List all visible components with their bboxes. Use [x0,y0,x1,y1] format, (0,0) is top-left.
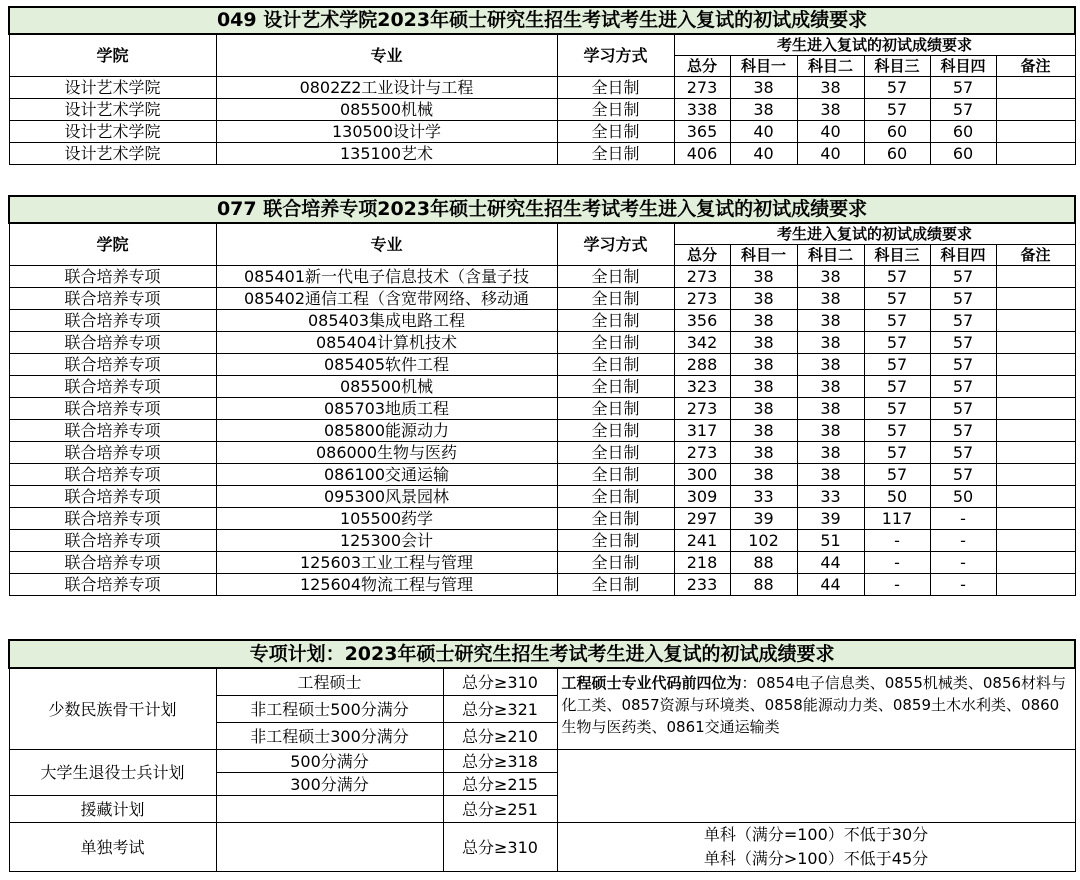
table-row [9,266,1075,288]
cell-total: 365 [674,121,730,143]
cell-remarks [996,398,1075,420]
cell-major: 135100艺术 [216,143,557,165]
cell-subject1: 38 [730,376,797,398]
empty-cell [557,750,1075,823]
cell-major: 085703地质工程 [216,398,557,420]
cell-major: 086100交通运输 [216,464,557,486]
cell-total: 233 [674,574,730,596]
plan-type: 300分满分 [216,773,443,796]
cell-total: 273 [674,77,730,99]
cell-subject4: 57 [930,310,996,332]
plan-score: 总分≥251 [443,796,557,823]
cell-college: 联合培养专项 [9,552,216,574]
plan-minority: 少数民族骨干计划 [9,668,216,750]
cell-subject2: 40 [797,143,864,165]
table-row [9,486,1075,508]
cell-total: 273 [674,442,730,464]
note-text: ：0854电子信息类、0855机械类、0856材料与化工类、0857资源与环境类、0858能源动力类、0859土木水利类、0860生物与医药类、0861交通运输类 [561,674,1067,736]
cell-college: 设计艺术学院 [9,77,216,99]
cell-subject2: 44 [797,574,864,596]
cell-subject4: 57 [930,354,996,376]
joint-training-score-table [8,195,1076,596]
table-row [9,442,1075,464]
header-study-mode: 学习方式 [557,223,674,266]
cell-remarks [996,99,1075,121]
cell-subject2: 38 [797,420,864,442]
cell-total: 273 [674,266,730,288]
engineering-code-note [557,668,1075,750]
cell-college: 联合培养专项 [9,442,216,464]
cell-total: 309 [674,486,730,508]
cell-subject1: 38 [730,310,797,332]
cell-subject2: 38 [797,398,864,420]
cell-subject4: 60 [930,121,996,143]
header-subject2: 科目二 [797,56,864,77]
cell-subject4: 57 [930,332,996,354]
cell-subject1: 38 [730,288,797,310]
plan-score: 总分≥310 [443,668,557,696]
cell-subject4: 57 [930,376,996,398]
table-row [9,530,1075,552]
cell-college: 设计艺术学院 [9,121,216,143]
cell-subject3: 57 [864,354,930,376]
cell-subject1: 38 [730,99,797,121]
cell-college: 联合培养专项 [9,530,216,552]
cell-total: 342 [674,332,730,354]
table-row [9,288,1075,310]
cell-remarks [996,310,1075,332]
cell-college: 联合培养专项 [9,420,216,442]
table-row [9,332,1075,354]
cell-remarks [996,530,1075,552]
cell-remarks [996,77,1075,99]
plan-type: 非工程硕士300分满分 [216,723,443,750]
cell-subject1: 38 [730,420,797,442]
cell-remarks [996,574,1075,596]
cell-subject4: 57 [930,99,996,121]
cell-major: 0802Z2工业设计与工程 [216,77,557,99]
plan-score: 总分≥215 [443,773,557,796]
table-title: 049 设计艺术学院2023年硕士研究生招生考试考生进入复试的初试成绩要求 [9,7,1075,34]
single-rule-2: 单科（满分>100）不低于45分 [703,849,929,868]
cell-major: 085404计算机技术 [216,332,557,354]
cell-subject2: 44 [797,552,864,574]
cell-subject4: 57 [930,442,996,464]
plan-separate: 单独考试 [9,823,216,872]
cell-subject1: 40 [730,121,797,143]
cell-major: 125604物流工程与管理 [216,574,557,596]
cell-remarks [996,376,1075,398]
table-row [9,143,1075,165]
cell-college: 联合培养专项 [9,288,216,310]
cell-subject2: 38 [797,288,864,310]
cell-subject3: 57 [864,420,930,442]
cell-study-mode: 全日制 [557,288,674,310]
cell-major: 086000生物与医药 [216,442,557,464]
plan-score: 总分≥318 [443,750,557,773]
cell-study-mode: 全日制 [557,332,674,354]
cell-total: 218 [674,552,730,574]
cell-subject4: 60 [930,143,996,165]
cell-subject1: 38 [730,398,797,420]
cell-college: 联合培养专项 [9,354,216,376]
cell-total: 323 [674,376,730,398]
cell-study-mode: 全日制 [557,266,674,288]
table-row [9,420,1075,442]
cell-remarks [996,464,1075,486]
cell-study-mode: 全日制 [557,310,674,332]
cell-remarks [996,121,1075,143]
cell-subject3: 57 [864,266,930,288]
header-subject2: 科目二 [797,245,864,266]
table-row [9,398,1075,420]
cell-remarks [996,266,1075,288]
header-major: 专业 [216,34,557,77]
cell-total: 300 [674,464,730,486]
cell-subject1: 38 [730,354,797,376]
header-subject1: 科目一 [730,245,797,266]
cell-subject2: 38 [797,354,864,376]
cell-subject3: - [864,574,930,596]
cell-study-mode: 全日制 [557,354,674,376]
table-title: 专项计划：2023年硕士研究生招生考试考生进入复试的初试成绩要求 [9,640,1075,668]
cell-remarks [996,143,1075,165]
header-total: 总分 [674,245,730,266]
cell-subject3: 57 [864,77,930,99]
plan-score: 总分≥321 [443,696,557,723]
cell-remarks [996,420,1075,442]
cell-subject1: 102 [730,530,797,552]
cell-subject1: 38 [730,464,797,486]
design-art-score-table [8,6,1076,165]
cell-subject2: 38 [797,442,864,464]
cell-college: 联合培养专项 [9,266,216,288]
cell-study-mode: 全日制 [557,574,674,596]
cell-subject4: - [930,552,996,574]
cell-major: 085401新一代电子信息技术（含量子技 [216,266,557,288]
cell-major: 085405软件工程 [216,354,557,376]
cell-subject1: 40 [730,143,797,165]
cell-major: 085402通信工程（含宽带网络、移动通 [216,288,557,310]
cell-remarks [996,442,1075,464]
cell-subject4: 57 [930,398,996,420]
header-study-mode: 学习方式 [557,34,674,77]
cell-subject2: 40 [797,121,864,143]
header-remarks: 备注 [996,245,1075,266]
cell-subject2: 38 [797,266,864,288]
cell-college: 设计艺术学院 [9,99,216,121]
cell-subject2: 39 [797,508,864,530]
table-row [9,99,1075,121]
table-row [9,121,1075,143]
cell-subject4: 50 [930,486,996,508]
cell-subject3: 57 [864,376,930,398]
cell-college: 设计艺术学院 [9,143,216,165]
cell-subject2: 38 [797,99,864,121]
table-row [9,552,1075,574]
cell-subject3: 57 [864,332,930,354]
cell-study-mode: 全日制 [557,486,674,508]
cell-subject2: 38 [797,310,864,332]
cell-subject1: 38 [730,77,797,99]
cell-subject3: 57 [864,464,930,486]
table-row [9,574,1075,596]
header-college: 学院 [9,34,216,77]
empty-cell [216,796,443,823]
cell-subject2: 38 [797,376,864,398]
empty-cell [216,823,443,872]
cell-subject2: 38 [797,464,864,486]
cell-study-mode: 全日制 [557,398,674,420]
header-requirement: 考生进入复试的初试成绩要求 [674,223,1075,245]
cell-subject1: 39 [730,508,797,530]
cell-total: 297 [674,508,730,530]
cell-subject4: - [930,530,996,552]
cell-study-mode: 全日制 [557,508,674,530]
cell-subject1: 88 [730,574,797,596]
cell-subject3: 57 [864,310,930,332]
header-subject3: 科目三 [864,245,930,266]
table-row [9,354,1075,376]
cell-subject3: 57 [864,99,930,121]
cell-subject2: 38 [797,77,864,99]
cell-study-mode: 全日制 [557,552,674,574]
cell-subject4: 57 [930,288,996,310]
cell-subject4: 57 [930,464,996,486]
cell-study-mode: 全日制 [557,77,674,99]
cell-college: 联合培养专项 [9,508,216,530]
table-row [9,310,1075,332]
cell-study-mode: 全日制 [557,420,674,442]
cell-college: 联合培养专项 [9,464,216,486]
cell-subject2: 51 [797,530,864,552]
cell-subject3: - [864,552,930,574]
cell-study-mode: 全日制 [557,99,674,121]
cell-major: 125603工业工程与管理 [216,552,557,574]
cell-remarks [996,288,1075,310]
cell-subject4: - [930,508,996,530]
cell-remarks [996,332,1075,354]
cell-major: 130500设计学 [216,121,557,143]
cell-remarks [996,508,1075,530]
cell-remarks [996,354,1075,376]
cell-subject3: 60 [864,121,930,143]
cell-study-mode: 全日制 [557,464,674,486]
cell-subject3: 117 [864,508,930,530]
header-major: 专业 [216,223,557,266]
cell-total: 288 [674,354,730,376]
header-total: 总分 [674,56,730,77]
cell-total: 338 [674,99,730,121]
table-title: 077 联合培养专项2023年硕士研究生招生考试考生进入复试的初试成绩要求 [9,196,1075,223]
cell-college: 联合培养专项 [9,332,216,354]
cell-total: 273 [674,398,730,420]
table-row [9,376,1075,398]
cell-college: 联合培养专项 [9,574,216,596]
cell-subject3: 57 [864,442,930,464]
cell-subject3: 60 [864,143,930,165]
table-row [9,77,1075,99]
cell-subject1: 38 [730,266,797,288]
single-rule-1: 单科（满分=100）不低于30分 [703,825,929,844]
plan-score: 总分≥210 [443,723,557,750]
cell-subject1: 38 [730,332,797,354]
cell-subject4: 57 [930,420,996,442]
header-requirement: 考生进入复试的初试成绩要求 [674,34,1075,56]
cell-subject4: - [930,574,996,596]
plan-type: 工程硕士 [216,668,443,696]
cell-subject1: 38 [730,442,797,464]
table-row [9,464,1075,486]
cell-subject1: 88 [730,552,797,574]
single-subject-rules [557,823,1075,872]
cell-total: 356 [674,310,730,332]
cell-subject3: - [864,530,930,552]
cell-subject1: 33 [730,486,797,508]
cell-total: 273 [674,288,730,310]
note-label: 工程硕士专业代码前四位为 [561,674,742,692]
cell-major: 085500机械 [216,99,557,121]
cell-major: 105500药学 [216,508,557,530]
header-subject3: 科目三 [864,56,930,77]
cell-subject3: 57 [864,398,930,420]
header-remarks: 备注 [996,56,1075,77]
cell-subject4: 57 [930,77,996,99]
cell-major: 125300会计 [216,530,557,552]
cell-major: 085500机械 [216,376,557,398]
cell-college: 联合培养专项 [9,398,216,420]
plan-score: 总分≥310 [443,823,557,872]
plan-type: 500分满分 [216,750,443,773]
cell-college: 联合培养专项 [9,486,216,508]
cell-subject2: 38 [797,332,864,354]
cell-total: 317 [674,420,730,442]
cell-total: 406 [674,143,730,165]
plan-tibet: 援藏计划 [9,796,216,823]
plan-type: 非工程硕士500分满分 [216,696,443,723]
cell-total: 241 [674,530,730,552]
cell-major: 085403集成电路工程 [216,310,557,332]
cell-study-mode: 全日制 [557,442,674,464]
cell-subject2: 33 [797,486,864,508]
cell-college: 联合培养专项 [9,376,216,398]
special-plan-score-table [8,639,1076,872]
header-subject1: 科目一 [730,56,797,77]
cell-remarks [996,486,1075,508]
cell-subject3: 50 [864,486,930,508]
cell-study-mode: 全日制 [557,530,674,552]
header-subject4: 科目四 [930,245,996,266]
header-college: 学院 [9,223,216,266]
cell-remarks [996,552,1075,574]
table-row [9,508,1075,530]
cell-study-mode: 全日制 [557,143,674,165]
cell-major: 095300风景园林 [216,486,557,508]
cell-subject3: 57 [864,288,930,310]
cell-major: 085800能源动力 [216,420,557,442]
cell-study-mode: 全日制 [557,121,674,143]
header-subject4: 科目四 [930,56,996,77]
cell-college: 联合培养专项 [9,310,216,332]
plan-veteran: 大学生退役士兵计划 [9,750,216,796]
cell-study-mode: 全日制 [557,376,674,398]
cell-subject4: 57 [930,266,996,288]
